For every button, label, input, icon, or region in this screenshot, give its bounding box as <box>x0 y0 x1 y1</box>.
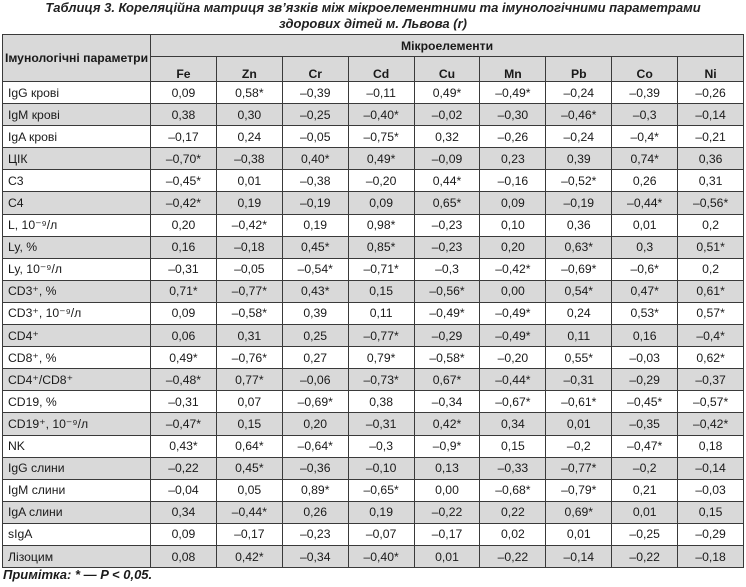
correlation-cell: –0,47* <box>151 413 217 435</box>
correlation-cell: –0,49* <box>480 302 546 324</box>
correlation-cell: 0,00 <box>480 280 546 302</box>
correlation-cell: 0,38 <box>151 104 217 126</box>
correlation-cell: –0,77* <box>348 325 414 347</box>
correlation-cell: 0,71* <box>151 280 217 302</box>
correlation-cell: –0,17 <box>216 523 282 545</box>
correlation-cell: 0,54* <box>546 280 612 302</box>
correlation-cell: 0,02 <box>480 523 546 545</box>
correlation-cell: 0,55* <box>546 347 612 369</box>
correlation-cell: –0,79* <box>546 479 612 501</box>
correlation-cell: 0,58* <box>216 82 282 104</box>
correlation-cell: 0,18 <box>678 435 744 457</box>
correlation-cell: 0,40* <box>282 148 348 170</box>
caption-line-2: здорових дітей м. Львова (r) <box>279 16 467 31</box>
correlation-cell: 0,65* <box>414 192 480 214</box>
correlation-cell: 0,09 <box>480 192 546 214</box>
correlation-cell: –0,31 <box>546 369 612 391</box>
param-name-cell: CD3⁺, 10⁻⁹/л <box>3 302 151 324</box>
correlation-cell: –0,6* <box>612 258 678 280</box>
correlation-cell: –0,38 <box>216 148 282 170</box>
correlation-cell: –0,4* <box>678 325 744 347</box>
correlation-cell: –0,44* <box>216 501 282 523</box>
correlation-cell: –0,47* <box>612 435 678 457</box>
correlation-cell: –0,22 <box>612 545 678 567</box>
table-row <box>3 126 744 148</box>
correlation-cell: 0,00 <box>414 479 480 501</box>
correlation-cell: 0,23 <box>480 148 546 170</box>
correlation-cell: 0,26 <box>612 170 678 192</box>
param-name-cell: Ly, 10⁻⁹/л <box>3 258 151 280</box>
correlation-cell: 0,21 <box>612 479 678 501</box>
correlation-cell: –0,52* <box>546 170 612 192</box>
correlation-cell: 0,79* <box>348 347 414 369</box>
caption-line-1: Таблиця 3. Кореляційна матриця зв’язків між мікроелементними та імунологічними параметрами <box>45 0 701 15</box>
correlation-cell: 0,45* <box>282 236 348 258</box>
correlation-cell: –0,75* <box>348 126 414 148</box>
correlation-cell: –0,19 <box>546 192 612 214</box>
correlation-cell: –0,36 <box>282 457 348 479</box>
correlation-cell: 0,43* <box>282 280 348 302</box>
param-name-cell: IgG крові <box>3 82 151 104</box>
correlation-cell: –0,23 <box>282 523 348 545</box>
correlation-cell: –0,2 <box>546 435 612 457</box>
correlation-cell: –0,20 <box>480 347 546 369</box>
table-row <box>3 325 744 347</box>
correlation-cell: 0,36 <box>678 148 744 170</box>
correlation-cell: –0,02 <box>414 104 480 126</box>
correlation-cell: 0,39 <box>282 302 348 324</box>
correlation-cell: 0,25 <box>282 325 348 347</box>
correlation-cell: 0,05 <box>216 479 282 501</box>
correlation-cell: 0,20 <box>151 214 217 236</box>
correlation-cell: 0,61* <box>678 280 744 302</box>
correlation-cell: 0,16 <box>612 325 678 347</box>
correlation-cell: –0,30 <box>480 104 546 126</box>
correlation-cell: –0,26 <box>678 82 744 104</box>
param-name-cell: IgA слини <box>3 501 151 523</box>
correlation-cell: –0,70* <box>151 148 217 170</box>
param-name-cell: CD4⁺ <box>3 325 151 347</box>
correlation-cell: 0,49* <box>151 347 217 369</box>
correlation-cell: 0,01 <box>414 545 480 567</box>
table-row <box>3 302 744 324</box>
table-row <box>3 435 744 457</box>
table-row <box>3 236 744 258</box>
correlation-cell: 0,31 <box>216 325 282 347</box>
correlation-cell: –0,9* <box>414 435 480 457</box>
correlation-cell: –0,67* <box>480 391 546 413</box>
correlation-cell: –0,31 <box>151 258 217 280</box>
correlation-cell: 0,19 <box>282 214 348 236</box>
correlation-cell: 0,19 <box>216 192 282 214</box>
correlation-cell: –0,49* <box>414 302 480 324</box>
correlation-cell: 0,06 <box>151 325 217 347</box>
param-name-cell: IgM крові <box>3 104 151 126</box>
correlation-cell: 0,49* <box>414 82 480 104</box>
correlation-cell: –0,31 <box>348 413 414 435</box>
correlation-cell: 0,10 <box>480 214 546 236</box>
param-name-cell: CD19⁺, 10⁻⁹/л <box>3 413 151 435</box>
correlation-cell: –0,29 <box>678 523 744 545</box>
correlation-cell: –0,48* <box>151 369 217 391</box>
param-name-cell: C4 <box>3 192 151 214</box>
correlation-cell: 0,38 <box>348 391 414 413</box>
correlation-table <box>2 34 744 568</box>
correlation-cell: –0,07 <box>348 523 414 545</box>
element-header-zn: Zn <box>216 57 282 82</box>
correlation-cell: 0,20 <box>480 236 546 258</box>
correlation-cell: –0,3 <box>414 258 480 280</box>
correlation-cell: –0,03 <box>612 347 678 369</box>
correlation-cell: –0,71* <box>348 258 414 280</box>
correlation-cell: 0,16 <box>151 236 217 258</box>
correlation-cell: 0,09 <box>151 82 217 104</box>
correlation-cell: –0,05 <box>282 126 348 148</box>
correlation-cell: 0,34 <box>151 501 217 523</box>
correlation-cell: 0,42* <box>414 413 480 435</box>
correlation-cell: –0,17 <box>151 126 217 148</box>
correlation-cell: –0,2 <box>612 457 678 479</box>
table-row <box>3 545 744 567</box>
correlation-cell: 0,74* <box>612 148 678 170</box>
correlation-cell: –0,69* <box>546 258 612 280</box>
correlation-cell: 0,2 <box>678 214 744 236</box>
correlation-cell: 0,47* <box>612 280 678 302</box>
correlation-cell: –0,39 <box>612 82 678 104</box>
correlation-cell: –0,18 <box>216 236 282 258</box>
correlation-cell: –0,24 <box>546 82 612 104</box>
correlation-cell: 0,31 <box>678 170 744 192</box>
correlation-cell: 0,77* <box>216 369 282 391</box>
correlation-cell: –0,04 <box>151 479 217 501</box>
table-row <box>3 413 744 435</box>
correlation-cell: –0,14 <box>678 457 744 479</box>
correlation-cell: –0,23 <box>414 236 480 258</box>
param-name-cell: CD3⁺, % <box>3 280 151 302</box>
correlation-cell: –0,42* <box>678 413 744 435</box>
correlation-cell: –0,03 <box>678 479 744 501</box>
correlation-cell: 0,01 <box>546 523 612 545</box>
correlation-cell: –0,40* <box>348 545 414 567</box>
correlation-cell: –0,34 <box>414 391 480 413</box>
correlation-cell: 0,07 <box>216 391 282 413</box>
correlation-cell: –0,69* <box>282 391 348 413</box>
correlation-cell: –0,46* <box>546 104 612 126</box>
correlation-cell: 0,51* <box>678 236 744 258</box>
correlation-cell: –0,20 <box>348 170 414 192</box>
param-name-cell: sIgA <box>3 523 151 545</box>
correlation-cell: –0,31 <box>151 391 217 413</box>
correlation-cell: –0,09 <box>414 148 480 170</box>
correlation-cell: 0,64* <box>216 435 282 457</box>
element-header-fe: Fe <box>151 57 217 82</box>
param-name-cell: IgM слини <box>3 479 151 501</box>
correlation-cell: 0,01 <box>216 170 282 192</box>
table-row <box>3 391 744 413</box>
correlation-cell: 0,15 <box>348 280 414 302</box>
table-row <box>3 82 744 104</box>
correlation-cell: –0,22 <box>414 501 480 523</box>
correlation-cell: –0,14 <box>546 545 612 567</box>
element-header-cu: Cu <box>414 57 480 82</box>
correlation-cell: 0,62* <box>678 347 744 369</box>
correlation-cell: 0,69* <box>546 501 612 523</box>
correlation-cell: –0,42* <box>216 214 282 236</box>
table-note: Примітка: * — P < 0,05. <box>3 567 153 582</box>
correlation-cell: –0,22 <box>480 545 546 567</box>
table-row <box>3 457 744 479</box>
correlation-cell: –0,57* <box>678 391 744 413</box>
correlation-cell: –0,35 <box>612 413 678 435</box>
correlation-cell: –0,56* <box>678 192 744 214</box>
correlation-cell: –0,26 <box>480 126 546 148</box>
table-row <box>3 104 744 126</box>
param-name-cell: CD19, % <box>3 391 151 413</box>
correlation-cell: –0,05 <box>216 258 282 280</box>
param-name-cell: Лізоцим <box>3 545 151 567</box>
correlation-cell: 0,15 <box>480 435 546 457</box>
correlation-cell: 0,08 <box>151 545 217 567</box>
correlation-cell: 0,44* <box>414 170 480 192</box>
correlation-cell: 0,89* <box>282 479 348 501</box>
correlation-cell: –0,25 <box>282 104 348 126</box>
correlation-cell: –0,23 <box>414 214 480 236</box>
correlation-cell: –0,10 <box>348 457 414 479</box>
correlation-cell: 0,49* <box>348 148 414 170</box>
correlation-cell: –0,4* <box>612 126 678 148</box>
correlation-cell: –0,44* <box>612 192 678 214</box>
correlation-cell: 0,26 <box>282 501 348 523</box>
correlation-cell: –0,49* <box>480 82 546 104</box>
correlation-cell: –0,38 <box>282 170 348 192</box>
table-row <box>3 369 744 391</box>
correlation-cell: –0,42* <box>480 258 546 280</box>
table-row <box>3 501 744 523</box>
correlation-cell: 0,43* <box>151 435 217 457</box>
correlation-cell: 0,42* <box>216 545 282 567</box>
correlation-cell: 0,19 <box>348 501 414 523</box>
element-header-cr: Cr <box>282 57 348 82</box>
correlation-cell: –0,54* <box>282 258 348 280</box>
correlation-cell: –0,39 <box>282 82 348 104</box>
correlation-cell: 0,15 <box>216 413 282 435</box>
correlation-cell: –0,25 <box>612 523 678 545</box>
correlation-cell: 0,13 <box>414 457 480 479</box>
correlation-cell: –0,77* <box>216 280 282 302</box>
correlation-cell: –0,29 <box>612 369 678 391</box>
correlation-cell: 0,09 <box>348 192 414 214</box>
correlation-cell: –0,16 <box>480 170 546 192</box>
correlation-cell: 0,57* <box>678 302 744 324</box>
correlation-cell: –0,76* <box>216 347 282 369</box>
correlation-cell: –0,45* <box>151 170 217 192</box>
correlation-cell: –0,40* <box>348 104 414 126</box>
correlation-cell: –0,61* <box>546 391 612 413</box>
element-header-pb: Pb <box>546 57 612 82</box>
correlation-cell: –0,06 <box>282 369 348 391</box>
table-row <box>3 214 744 236</box>
element-header-cd: Cd <box>348 57 414 82</box>
correlation-cell: –0,24 <box>546 126 612 148</box>
correlation-cell: –0,64* <box>282 435 348 457</box>
correlation-cell: 0,11 <box>348 302 414 324</box>
correlation-cell: 0,36 <box>546 214 612 236</box>
param-column-header: Імунологічні параметри <box>3 35 151 82</box>
correlation-cell: 0,30 <box>216 104 282 126</box>
correlation-cell: 0,98* <box>348 214 414 236</box>
correlation-cell: 0,32 <box>414 126 480 148</box>
param-name-cell: C3 <box>3 170 151 192</box>
correlation-cell: –0,18 <box>678 545 744 567</box>
correlation-cell: –0,68* <box>480 479 546 501</box>
correlation-cell: 0,53* <box>612 302 678 324</box>
correlation-cell: –0,14 <box>678 104 744 126</box>
table-row <box>3 479 744 501</box>
correlation-cell: –0,42* <box>151 192 217 214</box>
table-row <box>3 258 744 280</box>
table-row <box>3 523 744 545</box>
correlation-cell: –0,21 <box>678 126 744 148</box>
correlation-cell: –0,17 <box>414 523 480 545</box>
correlation-cell: –0,65* <box>348 479 414 501</box>
correlation-cell: 0,11 <box>546 325 612 347</box>
correlation-cell: 0,27 <box>282 347 348 369</box>
param-name-cell: ЦІК <box>3 148 151 170</box>
correlation-cell: 0,09 <box>151 302 217 324</box>
correlation-cell: 0,63* <box>546 236 612 258</box>
correlation-cell: –0,45* <box>612 391 678 413</box>
correlation-cell: –0,49* <box>480 325 546 347</box>
correlation-cell: –0,3 <box>612 104 678 126</box>
correlation-cell: 0,01 <box>546 413 612 435</box>
correlation-cell: –0,22 <box>151 457 217 479</box>
correlation-cell: –0,56* <box>414 280 480 302</box>
correlation-cell: 0,01 <box>612 214 678 236</box>
correlation-cell: –0,77* <box>546 457 612 479</box>
table-body <box>3 82 744 568</box>
correlation-cell: –0,29 <box>414 325 480 347</box>
correlation-cell: –0,58* <box>216 302 282 324</box>
correlation-cell: 0,22 <box>480 501 546 523</box>
param-name-cell: NK <box>3 435 151 457</box>
table-row <box>3 347 744 369</box>
correlation-cell: 0,09 <box>151 523 217 545</box>
correlation-cell: 0,85* <box>348 236 414 258</box>
correlation-cell: 0,67* <box>414 369 480 391</box>
correlation-cell: 0,45* <box>216 457 282 479</box>
correlation-cell: –0,11 <box>348 82 414 104</box>
table-row <box>3 280 744 302</box>
param-name-cell: IgG слини <box>3 457 151 479</box>
element-header-co: Co <box>612 57 678 82</box>
correlation-cell: 0,34 <box>480 413 546 435</box>
correlation-cell: –0,58* <box>414 347 480 369</box>
param-name-cell: CD8⁺, % <box>3 347 151 369</box>
correlation-cell: 0,3 <box>612 236 678 258</box>
element-header-ni: Ni <box>678 57 744 82</box>
correlation-cell: 0,01 <box>612 501 678 523</box>
table-caption <box>0 0 746 32</box>
correlation-cell: 0,20 <box>282 413 348 435</box>
correlation-cell: 0,2 <box>678 258 744 280</box>
correlation-cell: 0,24 <box>216 126 282 148</box>
correlation-cell: 0,39 <box>546 148 612 170</box>
table-row <box>3 192 744 214</box>
correlation-cell: –0,73* <box>348 369 414 391</box>
correlation-cell: 0,24 <box>546 302 612 324</box>
element-header-mn: Mn <box>480 57 546 82</box>
table-row <box>3 170 744 192</box>
table-row <box>3 148 744 170</box>
param-name-cell: L, 10⁻⁹/л <box>3 214 151 236</box>
correlation-cell: –0,3 <box>348 435 414 457</box>
param-name-cell: Ly, % <box>3 236 151 258</box>
correlation-cell: –0,19 <box>282 192 348 214</box>
correlation-cell: –0,44* <box>480 369 546 391</box>
correlation-cell: –0,34 <box>282 545 348 567</box>
elements-group-header: Мікроелементи <box>151 35 744 57</box>
param-name-cell: IgA крові <box>3 126 151 148</box>
correlation-cell: –0,37 <box>678 369 744 391</box>
param-name-cell: CD4⁺/CD8⁺ <box>3 369 151 391</box>
correlation-cell: 0,15 <box>678 501 744 523</box>
correlation-cell: –0,33 <box>480 457 546 479</box>
